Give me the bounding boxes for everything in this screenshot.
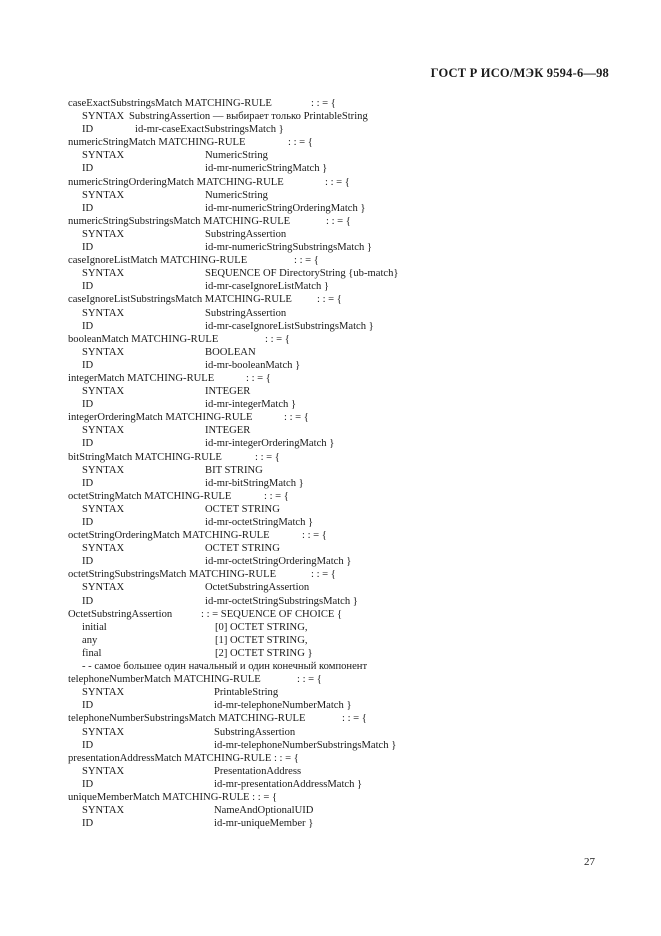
field-keyword: SYNTAX — [82, 805, 125, 817]
field-value: OCTET STRING — [205, 503, 280, 515]
code-line — [68, 516, 628, 529]
field-value: id-mr-octetStringSubstringsMatch } — [205, 595, 358, 607]
field-value: OctetSubstringAssertion — [205, 582, 310, 594]
field-keyword: ID — [82, 517, 94, 528]
field-keyword: SYNTAX — [82, 464, 125, 476]
rule-name: booleanMatch MATCHING-RULE — [68, 333, 219, 345]
code-line — [68, 333, 628, 346]
field-keyword: SYNTAX — [82, 582, 125, 594]
assignment-operator: : : = { — [246, 372, 271, 384]
field-value: id-mr-telephoneNumberMatch } — [214, 700, 352, 712]
assignment-operator: : : = { — [342, 713, 367, 725]
assignment-operator: : : = { — [311, 98, 336, 109]
code-line — [68, 555, 628, 568]
code-line — [68, 778, 628, 791]
field-value: INTEGER — [205, 425, 251, 437]
field-value: id-mr-booleanMatch } — [205, 359, 301, 371]
rule-name: integerOrderingMatch MATCHING-RULE — [68, 412, 253, 424]
code-line — [68, 490, 628, 503]
field-keyword: ID — [82, 778, 94, 790]
code-line — [68, 503, 628, 516]
field-value: id-mr-caseExactSubstringsMatch } — [135, 124, 284, 136]
field-keyword: initial — [82, 621, 107, 633]
rule-name: octetStringMatch MATCHING-RULE — [68, 490, 232, 502]
field-value: id-mr-numericStringOrderingMatch } — [205, 202, 366, 214]
field-keyword: SYNTAX — [82, 228, 125, 240]
rule-name: numericStringOrderingMatch MATCHING-RULE — [68, 176, 284, 188]
field-keyword: any — [82, 634, 98, 646]
page-number: 27 — [584, 856, 595, 868]
assignment-operator: : : = { — [264, 490, 289, 502]
code-line — [68, 752, 628, 765]
field-keyword: ID — [82, 739, 94, 751]
field-value: BIT STRING — [205, 464, 263, 476]
field-keyword: ID — [82, 477, 94, 489]
code-line — [68, 726, 628, 739]
assignment-operator: : : = { — [288, 137, 313, 149]
field-value: id-mr-numericStringSubstringsMatch } — [205, 242, 372, 254]
field-keyword: ID — [82, 359, 94, 371]
rule-name: numericStringSubstringsMatch MATCHING-RULE — [68, 215, 291, 227]
rule-name: uniqueMemberMatch MATCHING-RULE : : = { — [68, 791, 278, 803]
field-keyword: SYNTAX — [82, 268, 125, 280]
field-value: id-mr-presentationAddressMatch } — [214, 778, 363, 790]
field-value: SubstringAssertion — [205, 228, 287, 240]
field-keyword: ID — [82, 163, 94, 175]
field-keyword: SYNTAX — [82, 425, 125, 437]
field-value: BOOLEAN — [205, 346, 256, 358]
code-line — [68, 293, 628, 306]
code-line — [68, 385, 628, 398]
field-keyword: SYNTAX — [82, 346, 125, 358]
assignment-operator: : : = { — [294, 255, 319, 267]
code-line — [68, 451, 628, 464]
field-keyword: SYNTAX — [82, 189, 125, 201]
field-value: id-mr-caseIgnoreListSubstringsMatch } — [205, 320, 374, 332]
assignment-operator: : : = SEQUENCE OF CHOICE { — [201, 608, 343, 620]
field-value: id-mr-bitStringMatch } — [205, 477, 304, 489]
field-keyword: ID — [82, 399, 94, 411]
code-line — [68, 817, 628, 830]
code-line — [68, 568, 628, 581]
code-line — [68, 359, 628, 372]
code-line — [68, 660, 628, 673]
field-keyword: SYNTAX — [82, 726, 125, 738]
code-line — [68, 307, 628, 320]
field-keyword: SYNTAX — [82, 307, 125, 319]
code-line — [68, 542, 628, 555]
field-value: SubstringAssertion — [214, 726, 296, 738]
field-keyword: SYNTAX — [82, 150, 125, 162]
rule-name: octetStringSubstringsMatch MATCHING-RULE — [68, 569, 277, 581]
code-line — [68, 634, 628, 647]
code-line — [68, 97, 628, 110]
field-keyword: SYNTAX — [82, 111, 125, 123]
field-keyword: final — [82, 647, 102, 659]
field-value: SEQUENCE OF DirectoryString {ub-match} — [205, 268, 399, 280]
code-line — [68, 699, 628, 712]
code-line — [68, 372, 628, 385]
field-value: SubstringAssertion — выбирает только PrintableString — [129, 111, 368, 123]
code-line — [68, 346, 628, 359]
rule-name: telephoneNumberSubstringsMatch MATCHING-RULE — [68, 713, 306, 725]
code-line — [68, 673, 628, 686]
code-line — [68, 176, 628, 189]
rule-name: telephoneNumberMatch MATCHING-RULE — [68, 674, 261, 686]
code-line — [68, 712, 628, 725]
rule-name: caseExactSubstringsMatch MATCHING-RULE — [68, 98, 272, 109]
code-line — [68, 215, 628, 228]
assignment-operator: : : = { — [311, 569, 336, 581]
field-value: [2] OCTET STRING } — [215, 647, 313, 659]
field-keyword: ID — [82, 124, 94, 136]
code-line — [68, 149, 628, 162]
field-keyword: SYNTAX — [82, 503, 125, 515]
code-line — [68, 686, 628, 699]
field-value: PrintableString — [214, 687, 279, 699]
code-line — [68, 477, 628, 490]
code-line — [68, 398, 628, 411]
field-value: NumericString — [205, 189, 268, 201]
field-value: id-mr-octetStringOrderingMatch } — [205, 556, 352, 568]
field-value: [0] OCTET STRING, — [215, 621, 308, 633]
field-keyword: ID — [82, 320, 94, 332]
field-value: INTEGER — [205, 386, 251, 398]
field-value: id-mr-octetStringMatch } — [205, 517, 314, 528]
assignment-operator: : : = { — [297, 674, 322, 686]
assignment-operator: : : = { — [317, 294, 342, 306]
code-line — [68, 804, 628, 817]
field-keyword: SYNTAX — [82, 543, 125, 555]
code-line — [68, 280, 628, 293]
field-value: OCTET STRING — [205, 543, 280, 555]
assignment-operator: : : = { — [325, 176, 350, 188]
field-keyword: ID — [82, 438, 94, 450]
code-line — [68, 765, 628, 778]
field-value: id-mr-integerOrderingMatch } — [205, 438, 335, 450]
field-keyword: ID — [82, 818, 94, 830]
rule-name: bitStringMatch MATCHING-RULE — [68, 451, 222, 463]
field-keyword: ID — [82, 281, 94, 293]
standard-header: ГОСТ Р ИСО/МЭК 9594-6—98 — [430, 66, 609, 80]
field-value: id-mr-uniqueMember } — [214, 818, 314, 830]
code-line — [68, 424, 628, 437]
code-line — [68, 739, 628, 752]
field-value: PresentationAddress — [214, 765, 302, 777]
code-line — [68, 621, 628, 634]
assignment-operator: : : = { — [265, 333, 290, 345]
field-value: id-mr-caseIgnoreListMatch } — [205, 281, 330, 293]
rule-name: presentationAddressMatch MATCHING-RULE : : = { — [68, 752, 299, 764]
field-keyword: ID — [82, 556, 94, 568]
field-value: id-mr-telephoneNumberSubstringsMatch } — [214, 739, 397, 751]
code-line — [68, 320, 628, 333]
code-line — [68, 647, 628, 660]
code-line — [68, 464, 628, 477]
field-value: id-mr-integerMatch } — [205, 399, 297, 411]
code-line — [68, 123, 628, 136]
rule-name: caseIgnoreListSubstringsMatch MATCHING-RULE — [68, 294, 292, 306]
field-value: [1] OCTET STRING, — [215, 634, 308, 646]
code-line — [68, 136, 628, 149]
field-value: NameAndOptionalUID — [214, 805, 314, 817]
field-value: SubstringAssertion — [205, 307, 287, 319]
asn1-listing — [68, 97, 628, 830]
field-keyword: SYNTAX — [82, 687, 125, 699]
rule-name: OctetSubstringAssertion — [68, 608, 173, 620]
code-line — [68, 411, 628, 424]
code-line — [68, 595, 628, 608]
code-line — [68, 110, 628, 123]
code-line — [68, 791, 628, 804]
field-value: NumericString — [205, 150, 268, 162]
assignment-operator: : : = { — [284, 412, 309, 424]
rule-name: octetStringOrderingMatch MATCHING-RULE — [68, 530, 270, 542]
field-keyword: - - самое большее один начальный и один конечный компонент — [82, 661, 368, 673]
field-keyword: ID — [82, 242, 94, 254]
rule-name: caseIgnoreListMatch MATCHING-RULE — [68, 255, 248, 267]
code-line — [68, 437, 628, 450]
assignment-operator: : : = { — [326, 215, 351, 227]
code-line — [68, 608, 628, 621]
code-line — [68, 529, 628, 542]
code-line — [68, 254, 628, 267]
code-line — [68, 202, 628, 215]
assignment-operator: : : = { — [255, 451, 280, 463]
field-keyword: ID — [82, 202, 94, 214]
field-keyword: ID — [82, 595, 94, 607]
code-line — [68, 241, 628, 254]
field-value: id-mr-numericStringMatch } — [205, 163, 328, 175]
assignment-operator: : : = { — [302, 530, 327, 542]
field-keyword: SYNTAX — [82, 765, 125, 777]
field-keyword: SYNTAX — [82, 386, 125, 398]
code-line — [68, 228, 628, 241]
code-line — [68, 267, 628, 280]
field-keyword: ID — [82, 700, 94, 712]
code-line — [68, 581, 628, 594]
code-line — [68, 189, 628, 202]
rule-name: numericStringMatch MATCHING-RULE — [68, 137, 246, 149]
code-line — [68, 162, 628, 175]
rule-name: integerMatch MATCHING-RULE — [68, 372, 215, 384]
